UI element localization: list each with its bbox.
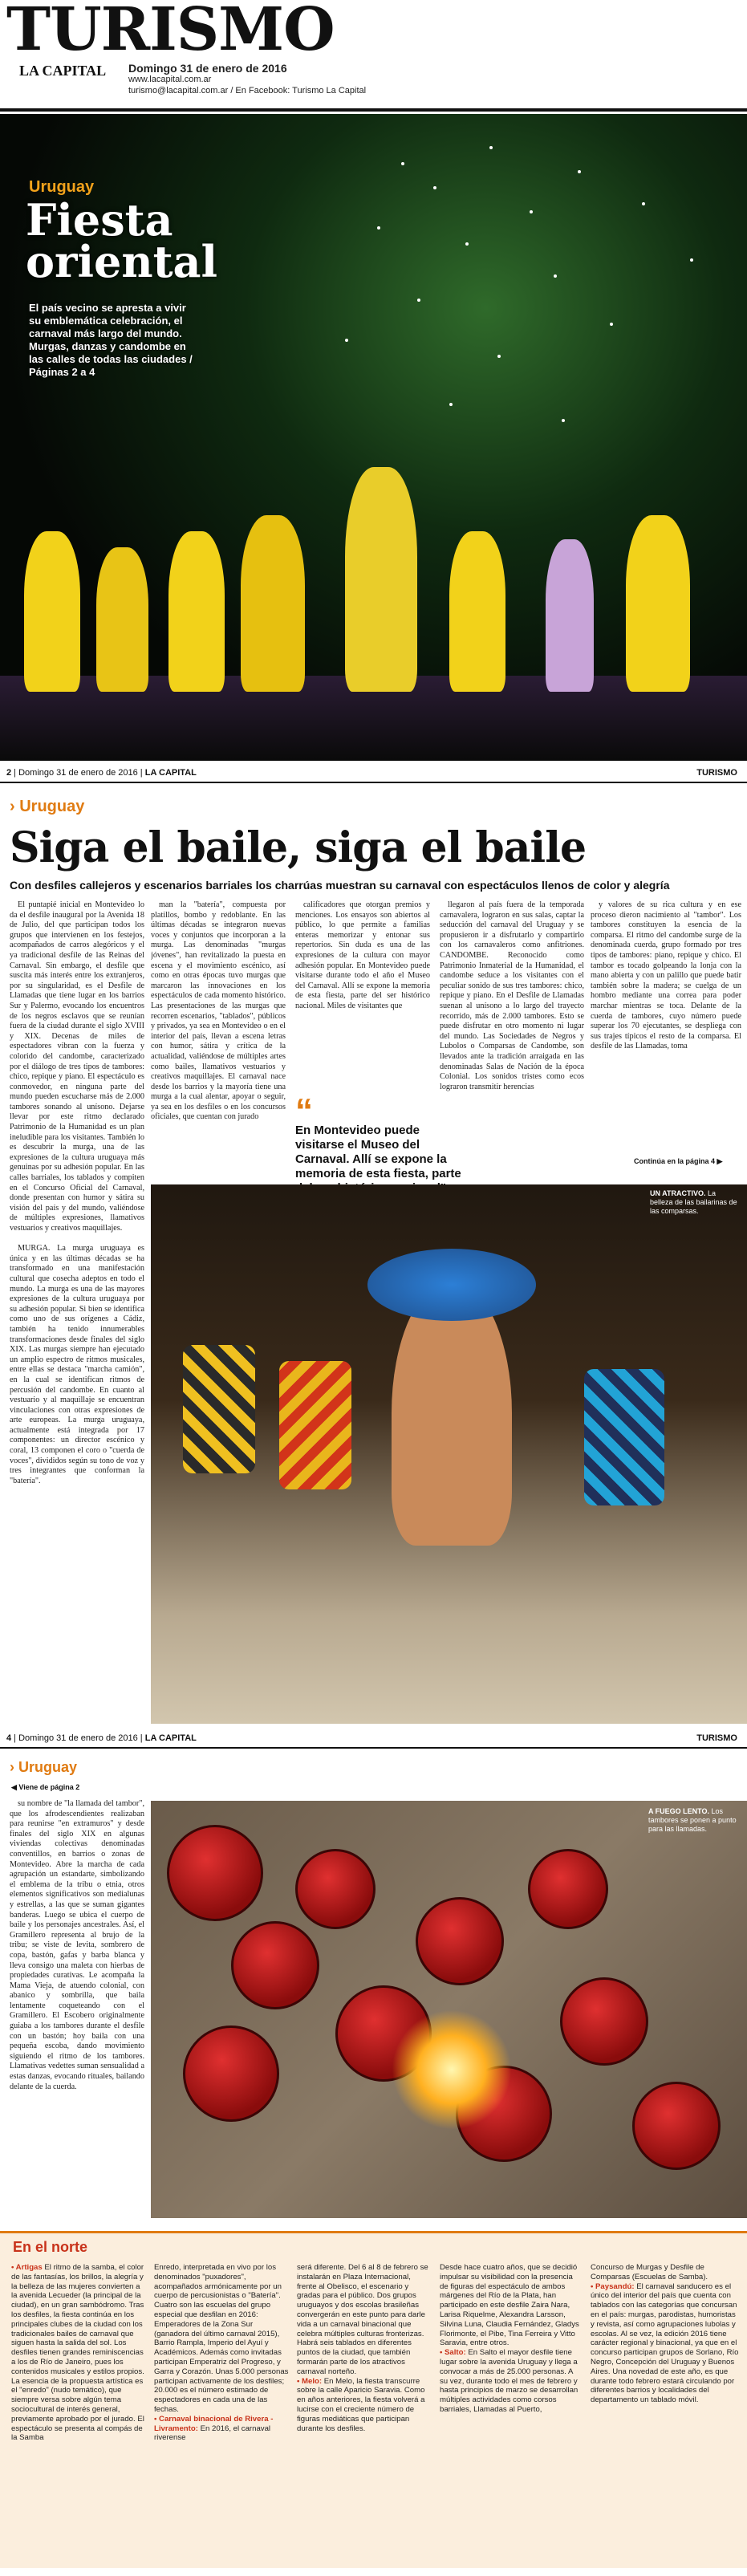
folio-paper: LA CAPITAL xyxy=(144,768,197,778)
drum xyxy=(231,1921,319,2009)
drum xyxy=(295,1849,376,1929)
article-headline: Siga el baile, siga el baile xyxy=(10,823,587,872)
confetti xyxy=(562,419,565,422)
sidebar-column: Concurso de Murgas y Desfile de Comparsas (Escuelas de Samba). • Paysandú: El carnaval sanducero es el único del interior del país que cuenta con tablados con las categorías que concursan en el país: murgas, parodistas, humoristas y revista, así como agrupaciones lubolas y escolas. Al se vez, la edición 2016 tiene carácter regional y binacional, ya que en el concurso participan grupos de Sorlano, Río Negro, Concepción del Uruguay y Buenos Aires. Una novedad de este año, es que durante todo febrero estará circulando por diferentes barrios y localidades del departamento un tablado móvil. xyxy=(591,2263,739,2405)
confetti xyxy=(449,403,453,406)
headline-line: oriental xyxy=(26,236,218,287)
confetti xyxy=(401,162,404,165)
cover-kicker: Uruguay xyxy=(29,178,95,196)
performer-figure xyxy=(449,531,505,692)
drum xyxy=(528,1849,608,1929)
sidebar-column: • Artigas El ritmo de la samba, el color de las fantasías, los brillos, la alegría y la belleza de las mujeres convierten a la avenida Lecueder (la principal de la ciudad), en un gran sambódromo. Tras los desfiles, la fiesta continúa en los principales clubes de la ciudad con los tradicionales bailes de carnaval que siguen hasta la salida del sol. Los desfiles tienen grandes reminiscencias a los de Río de Janeiro, pues los contenidos musicales y estilos propios. La esencia de la propuesta artística es el "enredo" (nudo temático), que siempre versa sobre algún tema sociocultural de interés general, previamente aprobado por el jurado. El espectáculo se presenta al compás de la Samba xyxy=(11,2263,144,2443)
article-column: El puntapié inicial en Montevideo lo da el desfile inaugural por la Avenida 18 de Julio, del que participan todos los grupos que intervienen en los festejos, acompañados de carros alegóricos y el ya tradicional desfile de las Reinas del Carnaval. Sin embargo, el desfile que suscita más interés entre los extranjeros, por su singularidad, es el Desfile de Llamadas que tiene lugar en los barrios Sur y Palermo, evocando los encuentros de los negros esclavos que se reunían fuera de la ciudad durante el siglo XVIII y XIX. Decenas de miles de espectadores vibran con la fuerza y colorido del candombe, caracterizado por el diálogo de tres tipos de tambores: chico, repique y piano. El espectáculo es conmovedor, en ninguna parte del mundo pueden escucharse más de 2.000 tambores sonando al unísono. Dejarse llevar por este ritmo declarado Patrimonio de la Humanidad es un plan ineludible para los visitantes. También lo es descubrir la murga, una de las expresiones de la cultura uruguaya más genuinas por su adhesión popular. En las calles barriales, los tablados y compiten en el Concurso Oficial del Carnaval, donde presentan con humor y sátira su visión del país y del mundo, valiéndose de múltiples expresiones, llamativos vestuarios y creativos maquillajes. MURGA. La murga uruguaya es única y en las últimas décadas se ha transformado en una manifestación cultural que cosecha adeptos en todo el mundo. La murga es una de las mayores expresiones de la cultura uruguaya por su adhesión popular. Si bien se identifica como uno de sus orígenes a Cádiz, también ha tenido innumerables transformaciones desde finales del siglo XIX. Las murgas siempre han ejecutado un amplio espectro de ritmos musicales, entre ellas se destaca "marcha camión", en la cual se identifican ritmos de percusión del candombe. En cuanto al vestuario y al maquillaje se encuentran vinculaciones con otras expresiones de arte europeas. La murga uruguaya, actualmente está integrada por 17 componentes: un director escénico y coral, 13 componen el coro o "cuerda de voces", divididos según su tono de voz y tres integrantes que conforman la "batería". xyxy=(10,900,144,1485)
confetti xyxy=(489,146,493,149)
performer-figure xyxy=(24,531,80,692)
confetti xyxy=(465,242,469,246)
drum xyxy=(183,2025,279,2122)
article-column: llegaron al país fuera de la temporada carnavalera, lograron en sus salas, captar la seducción del carnaval del Uruguay y se propusieron ir a disfrutarlo y compartirlo con los carnavaleros como anfitriones. CANDOMBE. Reconocido como Patrimonio Inmaterial de la Humanidad, el candombe seduce a los visitantes con el peculiar sonido de sus tres tambores: chico, repique y piano. En el Desfile de Llamadas suenan al unísono a lo largo del trayecto recorrido, más de 2.000 tambores. Esto se puede disfrutar en otro momento ni lugar del mundo. Las Sociedades de Negros y Lubolos o Comparsas de Candombe, son llevados ante la tradición arraigada en las denominadas Salas de Nación de la época Colonial. Los sonidos tristes como ecos lograron transmitir herencias xyxy=(440,900,584,1091)
confetti xyxy=(497,355,501,358)
article-column: su nombre de "la llamada del tambor", que los afrodescendientes realizaban para reunirse "en extramuros" y desde finales del siglo XIX en algunas viviendas colectivas denominadas conventillos, en barrios o zonas de Montevideo. Abre la marcha de cada agrupación un estandarte, simbolizando el emblema de la tribu o etnia, otros elementos significativos son medialunas y estrellas, a las que se suman gigantes banderas. Luego se ubica el cuerpo de baile y los personajes ancestrales. Así, el Gramillero representa al brujo de la tribu; se viste de levita, sombrero de copa, bastón, gafas y barba blanca y lleva consigo una maleta con hierbas de propiedades curativas. Le acompaña la Mama Vieja, de atuendo colonial, con abanico y sombrilla, que baila lentamente coqueteando con el Gramillero. El Escobero originalmente guiaba a los tambores durante el desfile con un bastón; hoy baila con una pequeña escoba, dando movimiento siguiendo el ritmo de los tambores. Llamativas vedettes suman sensualidad a estas danzas, evocando rituales, bailando delante de la cuerda. xyxy=(10,1799,144,2091)
cover-deck: El país vecino se apresta a vivir su emblemática celebración, el carnaval más largo del mundo. Murgas, danzas y candombe en las calles de todas las ciudades / Páginas 2 a 4 xyxy=(29,302,193,378)
drum xyxy=(560,1977,648,2066)
folio-date: Domingo 31 de enero de 2016 xyxy=(18,1733,138,1743)
masthead-meta xyxy=(128,63,366,96)
drum xyxy=(632,2082,721,2170)
page-folio: 2 | Domingo 31 de enero de 2016 | LA CAPITAL TURISMO xyxy=(0,764,747,783)
drum xyxy=(167,1825,263,1921)
from-page-link[interactable]: ◀ Viene de página 2 xyxy=(11,1783,80,1791)
confetti xyxy=(578,170,581,173)
folio-date: Domingo 31 de enero de 2016 xyxy=(18,768,138,778)
performer-figure xyxy=(241,515,305,692)
performer-figure xyxy=(96,547,148,692)
confetti xyxy=(530,210,533,213)
drums-photo xyxy=(151,1801,747,2218)
confetti xyxy=(377,226,380,230)
pull-quote: “ En Montevideo puede visitarse el Museo del Carnaval. Allí se expone la memoria de esta fiesta, parte xyxy=(295,1099,469,1196)
article-kicker: › Uruguay xyxy=(10,1759,78,1775)
divider xyxy=(0,108,747,112)
drum xyxy=(183,1345,255,1473)
continue-link[interactable]: Continúa en la página 4 ▶ xyxy=(634,1157,723,1165)
contact-line: turismo@lacapital.com.ar / En Facebook: Turismo La Capital xyxy=(128,86,367,95)
drum xyxy=(279,1361,351,1489)
newspaper-logo: LA CAPITAL xyxy=(19,63,107,79)
headdress xyxy=(367,1249,536,1321)
confetti xyxy=(433,186,436,189)
performer-figure xyxy=(168,531,225,692)
confetti xyxy=(610,323,613,326)
photo-caption: UN ATRACTIVO. La belleza de las bailarinas de las comparsas. xyxy=(650,1189,737,1215)
drum xyxy=(584,1369,664,1505)
sidebar-title: En el norte xyxy=(13,2239,88,2255)
website-link[interactable]: www.lacapital.com.ar xyxy=(128,75,212,84)
confetti xyxy=(690,258,693,262)
confetti xyxy=(345,339,348,342)
cover-headline xyxy=(26,194,218,287)
performer-figure xyxy=(626,515,690,692)
quote-mark-icon: “ xyxy=(295,1091,313,1131)
page-number: 4 xyxy=(6,1733,12,1743)
dancers-photo xyxy=(151,1184,747,1724)
fire-glow xyxy=(392,2009,512,2130)
confetti xyxy=(417,299,420,302)
photo-caption: A FUEGO LENTO. Los tambores se ponen a punto para las llamadas. xyxy=(648,1807,737,1833)
sidebar-column: Enredo, interpretada en vivo por los denominados "puxadores", acompañados armónicamente por un cuerpo de percusionistas o "Batería". Cuatro son las escuelas del grupo especial que desfilan en 2016: Emperadores de la Zona Sur (ganadora del último carnaval 2015), Barrio Rampla, Imperio del Ayuí y Académicos. Además como invitadas participan Emperatriz del Progreso, y Garra y Corazón. Unas 5.000 personas participan activamente de los desfiles; 20.000 es el número estimado de espectadores en cada una de las fechas. • Carnaval binacional de Rivera - Livramento: En 2016, el carnaval riverense xyxy=(154,2263,289,2443)
page-number: 2 xyxy=(6,768,12,778)
performer-figure xyxy=(546,539,594,692)
section-title: TURISMO xyxy=(6,0,335,64)
confetti xyxy=(554,274,557,278)
headline-line: Fiesta xyxy=(26,194,173,246)
issue-date: Domingo 31 de enero de 2016 xyxy=(128,62,287,75)
drum xyxy=(416,1897,504,1985)
sidebar-column: será diferente. Del 6 al 8 de febrero se instalarán en Plaza Internacional, frente al Obelisco, el escenario y gradas para el público. Dos grupos uruguayos y dos escolas brasileñas convergerán en este punto para darle vida a un carnaval binacional que celebra múltiples culturas fronterizas. Habrá seis tablados en diferentes puntos de la ciudad, que también formarán parte de los atractivos carnaval norteño. • Melo: En Melo, la fiesta transcurre sobre la calle Aparicio Saravia. Como en años anteriores, la fiesta volverá a lucirse con el creciente número de figuras mediáticas que participan durante los desfiles. xyxy=(297,2263,428,2433)
article-column: y valores de su rica cultura y en ese proceso dieron nacimiento al "tambor". Los tambores constituyen la esencia de la comparsa. El ritmo del candombe surge de la denominada cuerda, grupo formado por tres tipos de tambores: piano, repique y chico. El tambor es tocado golpeando la lonja con la mano abierta y con un palillo que puede batir también sobre la madera; se cuelga de un hombro mediante una correa para poder marchar mientras se toca. Delante de la cuerda de tambores, cuyo número puede superar los 70 ejecutantes, se despliega con sus trajes típicos el resto de la comparsa. El desfile de las Llamadas, toma xyxy=(591,900,741,1051)
article-column: man la "batería", compuesta por platillos, bombo y redoblante. En las últimas décadas se integraron nuevas voces y conjuntos que incorporan a la murga. Las denominadas "murgas jóvenes", han revitalizado la puesta en escena y el movimiento escénico, así como en otras épocas tuvo murgas que marcaron las innovaciones en los espectáculos de cada momento histórico. Las presentaciones de las murgas que recorren escenarios, "tablados", públicos y privados, ya sea en Montevideo o en el interior del país, llevan a escena letras con humor, sátira y crítica de la actualidad, valiéndose de múltiples artes como bailes, llamativos vestuarios y creativos maquillajes. El carnaval nace desde los barrios y la mayoría tiene una murga a la cual alentar, apoyar o seguir, ya sea en los desfiles o en los concursos oficiales, que cuentan con jurado xyxy=(151,900,286,1122)
article-kicker: › Uruguay xyxy=(10,798,85,815)
page-folio: 4 | Domingo 31 de enero de 2016 | LA CAPITAL TURISMO xyxy=(0,1729,747,1749)
confetti xyxy=(642,202,645,205)
performer-figure xyxy=(345,467,417,692)
sidebar-column: Desde hace cuatro años, que se decidió impulsar su visibilidad con la presencia de figuras del espectáculo de ambos márgenes del Río de la Plata, han participado en este desfile Zaira Nara, Larisa Riquelme, Alexandra Larsson, Silvina Luna, Claudia Fernández, Gladys Florimonte, el Pibe, Tina Ferreira y Vitto Saravia, entre otros. • Salto: En Salto el mayor desfile tiene lugar sobre la avenida Uruguay y llega a convocar a más de 25.000 personas. A su vez, durante todo el mes de febrero y hasta principios de marzo se desarrollan múltiples actividades como corsos barriales, Llamadas al Puerto, xyxy=(440,2263,579,2414)
folio-section: TURISMO xyxy=(696,1733,737,1743)
article-deck: Con desfiles callejeros y escenarios barriales los charrúas muestran su carnaval con espectáculos llenos de color y alegría xyxy=(10,879,670,892)
folio-paper: LA CAPITAL xyxy=(144,1733,197,1743)
article-column: calificadores que otorgan premios y menciones. Los ensayos son abiertos al público, lo que permite a familias enteras memorizar y entonar sus repertorios. Sin duda es una de las expresiones de la cultura con mayor adhesión popular. En Montevideo puede visitarse durante todo el año el Museo del Carnaval. Allí se expone la memoria de esta fiesta, parte del ser histórico nacional. Miles de visitantes que xyxy=(295,900,430,1010)
folio-section: TURISMO xyxy=(696,768,737,778)
